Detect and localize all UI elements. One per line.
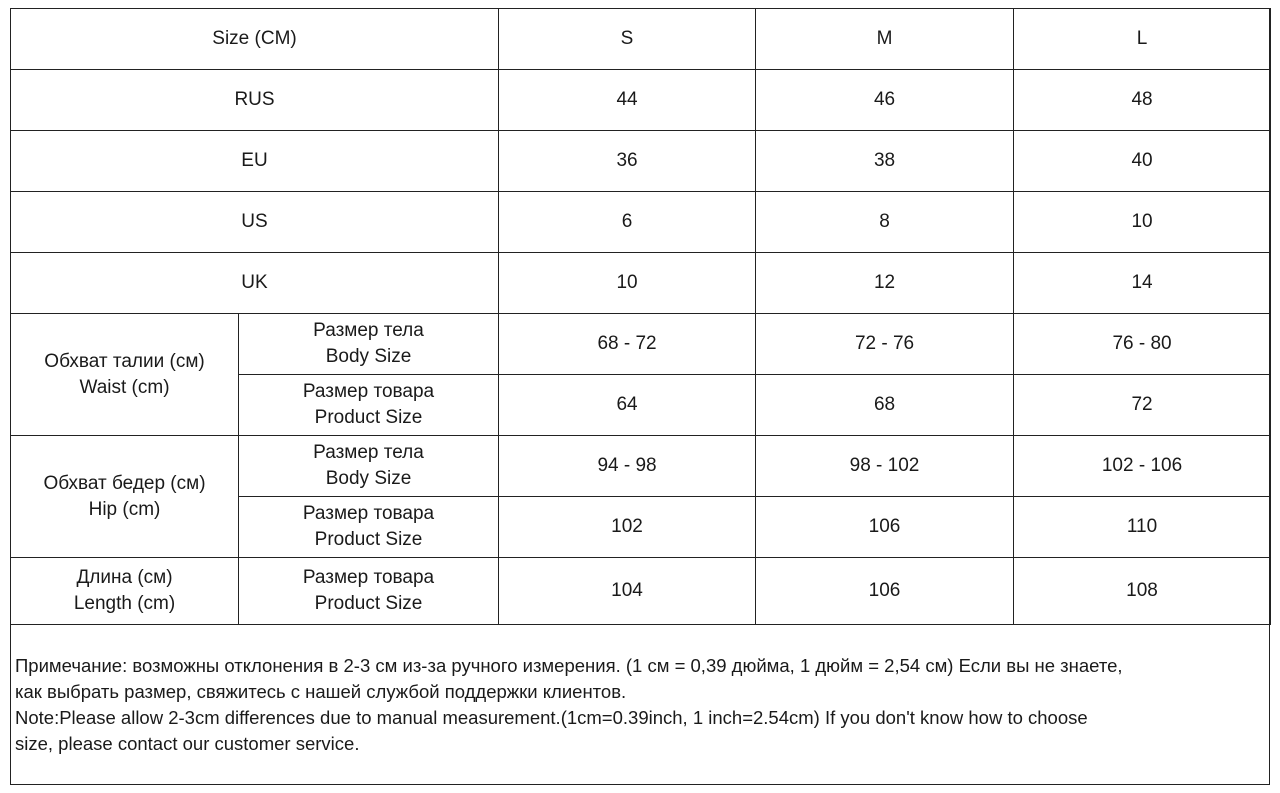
table-cell: 68 - 72 bbox=[499, 314, 756, 375]
table-cell: 106 bbox=[756, 497, 1014, 558]
hip-product-size-label bbox=[239, 497, 499, 558]
length-label-ru: Длина (см) bbox=[76, 567, 173, 588]
size-header-cell: Size (CM) bbox=[11, 9, 499, 70]
table-cell: 110 bbox=[1014, 497, 1271, 558]
table-cell: 108 bbox=[1014, 558, 1271, 625]
note-ru-line-1: Примечание: возможны отклонения в 2-3 см из-за ручного измерения. (1 см = 0,39 дюйма, 1 дюйм = 2,54 см) Если вы не знаете, bbox=[15, 655, 1123, 676]
body-size-label-ru: Размер тела bbox=[313, 442, 424, 463]
table-cell: 40 bbox=[1014, 131, 1271, 192]
product-size-label-en: Product Size bbox=[314, 593, 423, 614]
length-label-en: Length (cm) bbox=[73, 593, 176, 614]
waist-label-cell bbox=[11, 314, 239, 436]
table-cell: 12 bbox=[756, 253, 1014, 314]
header-row bbox=[11, 9, 1271, 70]
product-size-label-ru: Размер товара bbox=[302, 381, 435, 402]
table-row bbox=[11, 436, 1271, 497]
product-size-label-ru: Размер товара bbox=[302, 503, 435, 524]
table-cell: 48 bbox=[1014, 70, 1271, 131]
table-cell: 46 bbox=[756, 70, 1014, 131]
table-cell: 14 bbox=[1014, 253, 1271, 314]
table-row bbox=[11, 558, 1271, 625]
size-chart-table bbox=[10, 8, 1271, 625]
size-s-header: S bbox=[499, 9, 756, 70]
table-cell: 68 bbox=[756, 375, 1014, 436]
table-cell: 6 bbox=[499, 192, 756, 253]
table-cell: 102 bbox=[499, 497, 756, 558]
table-cell: 10 bbox=[499, 253, 756, 314]
table-cell: 10 bbox=[1014, 192, 1271, 253]
waist-body-size-label bbox=[239, 314, 499, 375]
row-label-rus: RUS bbox=[11, 70, 499, 131]
size-l-header: L bbox=[1014, 9, 1271, 70]
row-label-uk: UK bbox=[11, 253, 499, 314]
table-cell: 76 - 80 bbox=[1014, 314, 1271, 375]
waist-label-ru: Обхват талии (см) bbox=[44, 350, 205, 372]
table-cell: 106 bbox=[756, 558, 1014, 625]
waist-label-en: Waist (cm) bbox=[79, 376, 170, 398]
length-label-cell bbox=[11, 558, 239, 625]
table-cell: 8 bbox=[756, 192, 1014, 253]
hip-label-en: Hip (cm) bbox=[88, 498, 161, 520]
body-size-label-en: Body Size bbox=[325, 468, 412, 489]
table-cell: 38 bbox=[756, 131, 1014, 192]
table-row bbox=[11, 253, 1271, 314]
hip-label-ru: Обхват бедер (см) bbox=[43, 472, 206, 494]
table-cell: 72 - 76 bbox=[756, 314, 1014, 375]
table-cell: 94 - 98 bbox=[499, 436, 756, 497]
table-cell: 104 bbox=[499, 558, 756, 625]
table-row bbox=[11, 131, 1271, 192]
table-row bbox=[11, 70, 1271, 131]
body-size-label-en: Body Size bbox=[325, 346, 412, 367]
size-m-header: M bbox=[756, 9, 1014, 70]
table-cell: 64 bbox=[499, 375, 756, 436]
hip-label-cell bbox=[11, 436, 239, 558]
table-cell: 36 bbox=[499, 131, 756, 192]
body-size-label-ru: Размер тела bbox=[313, 320, 424, 341]
note-ru-line-2: как выбрать размер, свяжитесь с нашей службой поддержки клиентов. bbox=[15, 681, 627, 702]
hip-body-size-label bbox=[239, 436, 499, 497]
table-cell: 44 bbox=[499, 70, 756, 131]
measurement-note bbox=[15, 653, 1265, 757]
table-cell: 72 bbox=[1014, 375, 1271, 436]
product-size-label-en: Product Size bbox=[314, 407, 423, 428]
table-cell: 102 - 106 bbox=[1014, 436, 1271, 497]
note-en-line-2: size, please contact our customer service. bbox=[15, 733, 360, 754]
note-en-line-1: Note:Please allow 2-3cm differences due to manual measurement.(1cm=0.39inch, 1 inch=2.54cm) If you don't know how to choose bbox=[15, 707, 1088, 728]
row-label-eu: EU bbox=[11, 131, 499, 192]
product-size-label-ru: Размер товара bbox=[302, 567, 435, 588]
product-size-label-en: Product Size bbox=[314, 529, 423, 550]
row-label-us: US bbox=[11, 192, 499, 253]
waist-product-size-label bbox=[239, 375, 499, 436]
length-product-size-label bbox=[239, 558, 499, 625]
table-row bbox=[11, 314, 1271, 375]
table-cell: 98 - 102 bbox=[756, 436, 1014, 497]
table-row bbox=[11, 192, 1271, 253]
